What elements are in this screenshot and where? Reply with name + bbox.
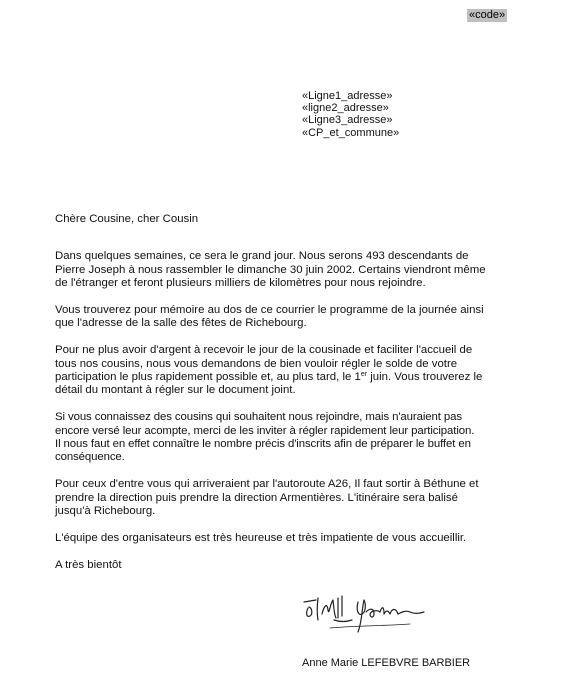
text-line: Dans quelques semaines, ce sera le grand jour. Nous serons 493 descendants de: [55, 250, 469, 263]
text-line: prendre la direction puis prendre la direction Armentières. L'itinéraire sera balisé: [55, 491, 458, 504]
recipient-address: [302, 90, 399, 139]
text-line: Pour ne plus avoir d'argent à recevoir le jour de la cousinade et faciliter l'accueil de: [55, 344, 473, 357]
text-line: Pierre Joseph à nous rassembler le dimanche 30 juin 2002. Certains viendront même: [55, 263, 486, 276]
address-line-1: «Ligne1_adresse»: [302, 90, 393, 102]
salutation: Chère Cousine, cher Cousin: [55, 213, 199, 225]
text-line: jusqu'à Richebourg.: [55, 505, 156, 518]
handwritten-signature-icon: [300, 592, 440, 640]
paragraph-2: [55, 304, 517, 331]
text-line: [55, 371, 517, 384]
text-segment: participation le plus rapidement possible et, au plus tard, le 1: [55, 371, 361, 384]
text-line: Si vous connaissez des cousins qui souhaitent nous rejoindre, mais n'auraient pas: [55, 411, 462, 424]
text-line: Il nous faut en effet connaître le nombre précis d'inscrits afin de préparer le buffet en: [55, 438, 471, 451]
letter-body: [55, 213, 517, 572]
paragraph-4: [55, 411, 517, 465]
address-line-3: «Ligne3_adresse»: [302, 114, 393, 127]
ordinal-superscript: er: [360, 371, 368, 379]
code-merge-field: «code»: [469, 9, 506, 21]
text-line: L'équipe des organisateurs est très heureuse et très impatiente de vous accueillir.: [55, 531, 467, 544]
text-segment: juin. Vous trouverez le: [367, 371, 483, 384]
text-line: conséquence.: [55, 451, 125, 464]
text-line: que l'adresse de la salle des fêtes de Richebourg.: [55, 317, 307, 330]
address-line-4: «CP_et_commune»: [302, 126, 400, 139]
text-line: Vous trouverez pour mémoire au dos de ce courrier le programme de la journée ainsi: [55, 304, 484, 317]
paragraph-6: [55, 532, 517, 545]
text-line: de l'étranger et feront plusieurs milliers de kilomètres pour nous rejoindre.: [55, 277, 426, 290]
closing: A très bientôt: [55, 558, 122, 571]
address-line-2: «ligne2_adresse»: [302, 102, 389, 115]
text-line: détail du montant à régler sur le document joint.: [55, 384, 296, 397]
paragraph-1: [55, 250, 517, 290]
paragraph-5: [55, 478, 517, 518]
text-line: encore versé leur acompte, merci de les inviter à régler rapidement leur participation.: [55, 424, 475, 437]
signer-name: Anne Marie LEFEBVRE BARBIER: [302, 657, 471, 669]
text-line: tous nos cousins, nous vous demandons de bien vouloir régler le solde de votre: [55, 357, 458, 370]
paragraph-3: [55, 344, 517, 398]
text-line: Pour ceux d'entre vous qui arriveraient par l'autoroute A26, Il faut sortir à Béthune et: [55, 478, 479, 491]
